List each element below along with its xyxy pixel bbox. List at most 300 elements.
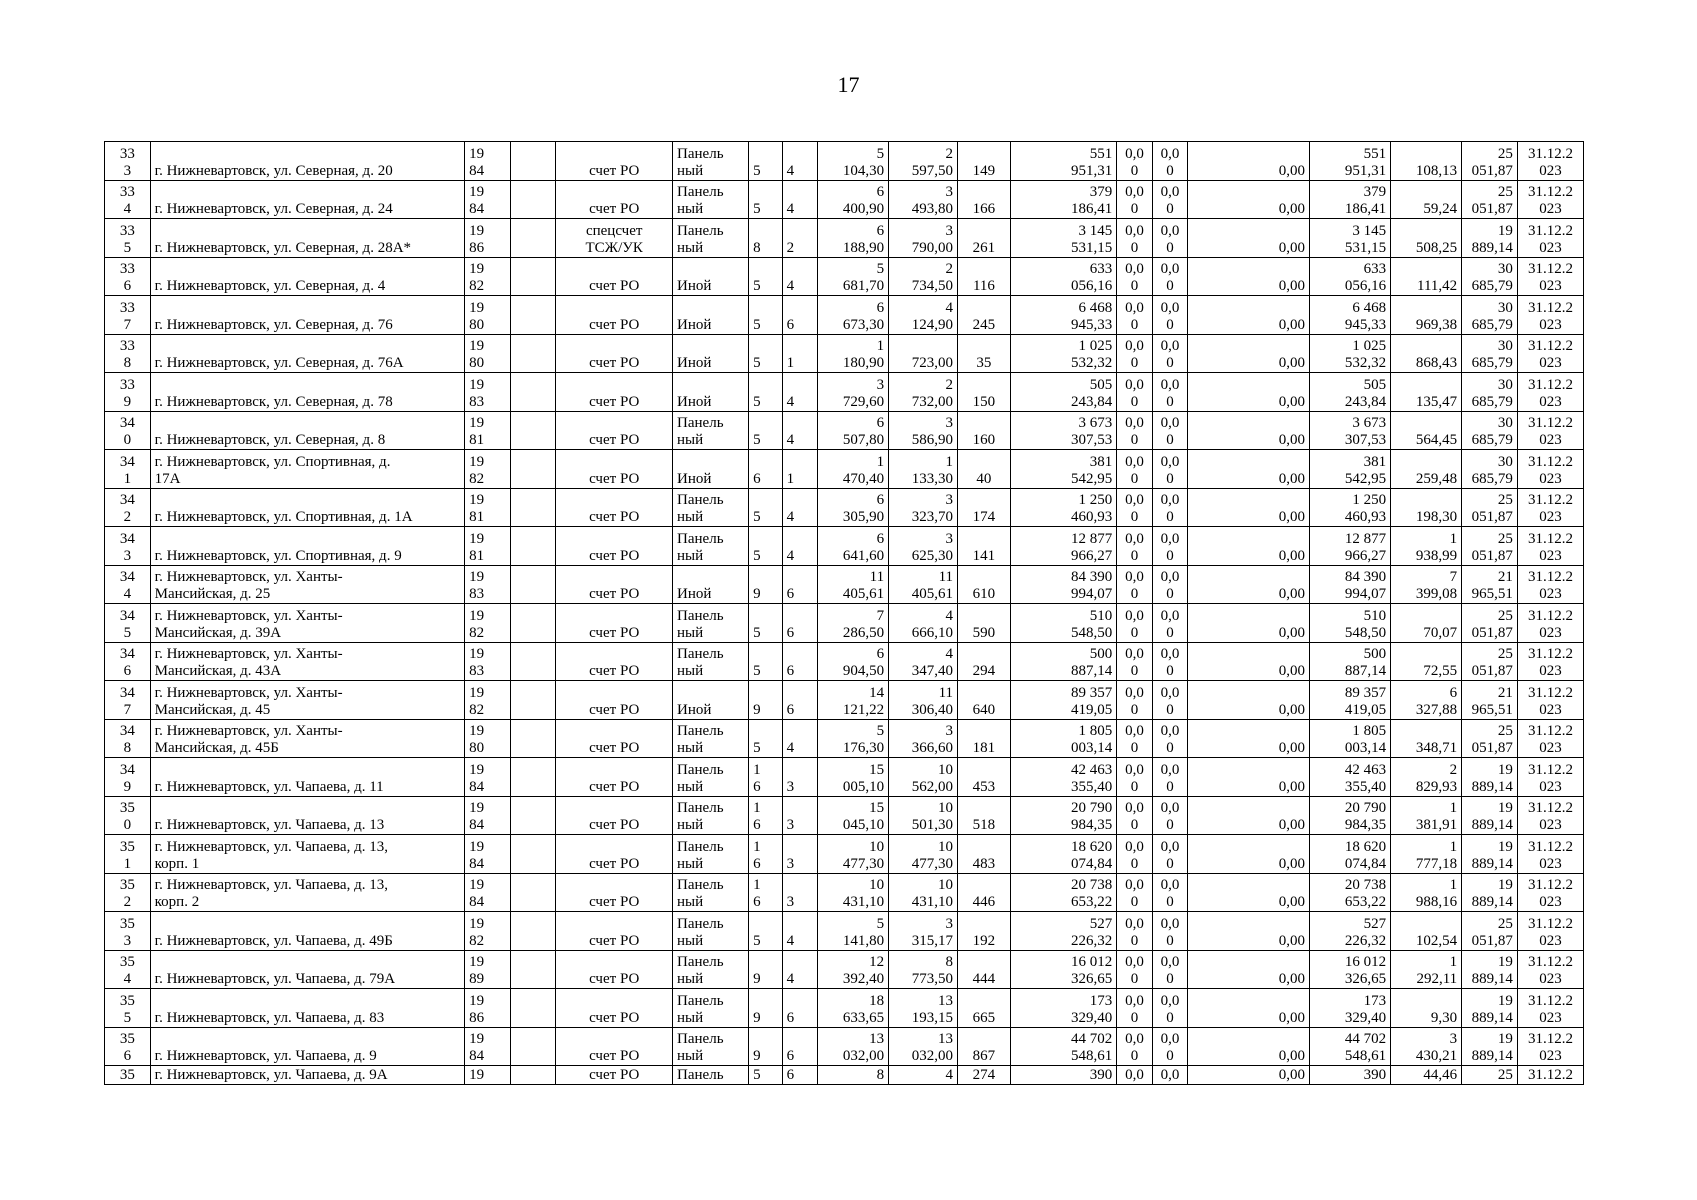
cell-no: 35 6 xyxy=(105,1027,151,1066)
cell-c7: 5 xyxy=(749,912,782,951)
cell-c8: 3 xyxy=(782,835,818,874)
cell-address: г. Нижневартовск, ул. Ханты- Мансийская, д. 45Б xyxy=(150,719,464,758)
cell-c4 xyxy=(510,681,556,720)
cell-c14: 0,0 0 xyxy=(1152,1027,1188,1066)
cell-cost2: 89 357 419,05 xyxy=(1310,681,1391,720)
cell-c4 xyxy=(510,527,556,566)
cell-address: г. Нижневартовск, ул. Чапаева, д. 83 xyxy=(150,989,464,1028)
cell-address: г. Нижневартовск, ул. Северная, д. 76А xyxy=(150,334,464,373)
cell-material: Иной xyxy=(673,450,749,489)
cell-residents: 35 xyxy=(958,334,1011,373)
cell-c18: 21 965,51 xyxy=(1462,681,1518,720)
cell-c18: 25 051,87 xyxy=(1462,642,1518,681)
cell-residents: 160 xyxy=(958,411,1011,450)
cell-c15: 0,00 xyxy=(1188,411,1310,450)
cell-c13: 0,0 0 xyxy=(1117,835,1153,874)
cell-material: Панель ный xyxy=(673,873,749,912)
cell-c15: 0,00 xyxy=(1188,912,1310,951)
cell-area-living: 2 597,50 xyxy=(889,142,958,181)
cell-c15: 0,00 xyxy=(1188,719,1310,758)
cell-c7: 5 xyxy=(749,527,782,566)
cell-date: 31.12.2 023 xyxy=(1517,450,1583,489)
cell-c17: 969,38 xyxy=(1391,296,1462,335)
cell-cost2: 390 xyxy=(1310,1066,1391,1085)
cell-c18: 30 685,79 xyxy=(1462,257,1518,296)
cell-material: Панель ный xyxy=(673,950,749,989)
cell-c4 xyxy=(510,912,556,951)
cell-cost: 390 xyxy=(1010,1066,1117,1085)
cell-date: 31.12.2 023 xyxy=(1517,219,1583,258)
cell-c8: 3 xyxy=(782,873,818,912)
cell-c15: 0,00 xyxy=(1188,257,1310,296)
cell-material: Панель ный xyxy=(673,604,749,643)
cell-area-total: 6 400,90 xyxy=(818,180,889,219)
cell-c18: 19 889,14 xyxy=(1462,796,1518,835)
cell-no: 34 6 xyxy=(105,642,151,681)
cell-c15: 0,00 xyxy=(1188,180,1310,219)
cell-area-living: 3 315,17 xyxy=(889,912,958,951)
cell-no: 34 3 xyxy=(105,527,151,566)
cell-cost2: 20 790 984,35 xyxy=(1310,796,1391,835)
cell-c7: 5 xyxy=(749,411,782,450)
table-row xyxy=(105,873,1584,912)
cell-no: 33 8 xyxy=(105,334,151,373)
cell-c13: 0,0 0 xyxy=(1117,565,1153,604)
cell-no: 33 4 xyxy=(105,180,151,219)
cell-area-living: 10 562,00 xyxy=(889,758,958,797)
cell-area-total: 14 121,22 xyxy=(818,681,889,720)
cell-c7: 6 xyxy=(749,450,782,489)
cell-c8: 4 xyxy=(782,488,818,527)
table-row xyxy=(105,219,1584,258)
cell-year: 19 xyxy=(465,1066,511,1085)
cell-no: 34 8 xyxy=(105,719,151,758)
cell-fund: счет РО xyxy=(556,950,673,989)
cell-date: 31.12.2 023 xyxy=(1517,642,1583,681)
cell-year: 19 84 xyxy=(465,835,511,874)
cell-fund: счет РО xyxy=(556,719,673,758)
cell-c13: 0,0 0 xyxy=(1117,257,1153,296)
cell-address: г. Нижневартовск, ул. Чапаева, д. 11 xyxy=(150,758,464,797)
cell-c15: 0,00 xyxy=(1188,604,1310,643)
cell-date: 31.12.2 023 xyxy=(1517,796,1583,835)
cell-c18: 25 051,87 xyxy=(1462,719,1518,758)
cell-area-total: 15 005,10 xyxy=(818,758,889,797)
cell-c14: 0,0 0 xyxy=(1152,796,1188,835)
table-row xyxy=(105,180,1584,219)
cell-c17: 6 327,88 xyxy=(1391,681,1462,720)
cell-c13: 0,0 0 xyxy=(1117,796,1153,835)
cell-cost2: 3 145 531,15 xyxy=(1310,219,1391,258)
cell-area-total: 6 641,60 xyxy=(818,527,889,566)
cell-cost2: 505 243,84 xyxy=(1310,373,1391,412)
cell-residents: 446 xyxy=(958,873,1011,912)
cell-c18: 19 889,14 xyxy=(1462,1027,1518,1066)
cell-date: 31.12.2 xyxy=(1517,1066,1583,1085)
cell-date: 31.12.2 023 xyxy=(1517,912,1583,951)
cell-area-total: 1 180,90 xyxy=(818,334,889,373)
cell-cost2: 510 548,50 xyxy=(1310,604,1391,643)
cell-c14: 0,0 0 xyxy=(1152,681,1188,720)
cell-c15: 0,00 xyxy=(1188,989,1310,1028)
cell-c4 xyxy=(510,334,556,373)
table-row xyxy=(105,565,1584,604)
cell-year: 19 81 xyxy=(465,488,511,527)
cell-address: г. Нижневартовск, ул. Северная, д. 24 xyxy=(150,180,464,219)
cell-fund: счет РО xyxy=(556,527,673,566)
cell-residents: 867 xyxy=(958,1027,1011,1066)
cell-c18: 19 889,14 xyxy=(1462,873,1518,912)
cell-c7: 9 xyxy=(749,565,782,604)
cell-date: 31.12.2 023 xyxy=(1517,334,1583,373)
cell-fund: спецсчет ТСЖ/УК xyxy=(556,219,673,258)
cell-c13: 0,0 0 xyxy=(1117,142,1153,181)
table-row xyxy=(105,296,1584,335)
cell-c7: 5 xyxy=(749,257,782,296)
cell-material: Иной xyxy=(673,565,749,604)
table-row xyxy=(105,912,1584,951)
cell-no: 35 1 xyxy=(105,835,151,874)
cell-c17: 259,48 xyxy=(1391,450,1462,489)
cell-no: 35 4 xyxy=(105,950,151,989)
cell-cost: 1 250 460,93 xyxy=(1010,488,1117,527)
cell-year: 19 84 xyxy=(465,873,511,912)
cell-c7: 9 xyxy=(749,681,782,720)
cell-no: 34 7 xyxy=(105,681,151,720)
cell-c8: 4 xyxy=(782,257,818,296)
cell-area-total: 5 104,30 xyxy=(818,142,889,181)
cell-residents: 116 xyxy=(958,257,1011,296)
cell-residents: 174 xyxy=(958,488,1011,527)
cell-cost: 16 012 326,65 xyxy=(1010,950,1117,989)
cell-fund: счет РО xyxy=(556,642,673,681)
cell-address: г. Нижневартовск, ул. Северная, д. 4 xyxy=(150,257,464,296)
cell-c14: 0,0 0 xyxy=(1152,565,1188,604)
cell-area-total: 11 405,61 xyxy=(818,565,889,604)
cell-date: 31.12.2 023 xyxy=(1517,411,1583,450)
cell-fund: счет РО xyxy=(556,604,673,643)
cell-c4 xyxy=(510,565,556,604)
cell-address: г. Нижневартовск, ул. Северная, д. 20 xyxy=(150,142,464,181)
cell-area-total: 6 673,30 xyxy=(818,296,889,335)
cell-c7: 5 xyxy=(749,719,782,758)
cell-c4 xyxy=(510,989,556,1028)
cell-date: 31.12.2 023 xyxy=(1517,989,1583,1028)
cell-area-living: 10 501,30 xyxy=(889,796,958,835)
cell-no: 34 9 xyxy=(105,758,151,797)
cell-c18: 19 889,14 xyxy=(1462,758,1518,797)
cell-date: 31.12.2 023 xyxy=(1517,257,1583,296)
cell-c15: 0,00 xyxy=(1188,835,1310,874)
cell-address: г. Нижневартовск, ул. Ханты- Мансийская, д. 25 xyxy=(150,565,464,604)
cell-material: Панель ный xyxy=(673,989,749,1028)
cell-cost: 1 805 003,14 xyxy=(1010,719,1117,758)
cell-residents: 166 xyxy=(958,180,1011,219)
table-row xyxy=(105,642,1584,681)
cell-date: 31.12.2 023 xyxy=(1517,719,1583,758)
cell-address: г. Нижневартовск, ул. Спортивная, д. 9 xyxy=(150,527,464,566)
table-row xyxy=(105,835,1584,874)
cell-c13: 0,0 0 xyxy=(1117,527,1153,566)
cell-area-living: 3 323,70 xyxy=(889,488,958,527)
cell-c17: 44,46 xyxy=(1391,1066,1462,1085)
cell-c18: 25 xyxy=(1462,1066,1518,1085)
cell-material: Панель ный xyxy=(673,719,749,758)
cell-no: 34 5 xyxy=(105,604,151,643)
cell-area-living: 3 366,60 xyxy=(889,719,958,758)
cell-cost2: 42 463 355,40 xyxy=(1310,758,1391,797)
cell-c13: 0,0 0 xyxy=(1117,912,1153,951)
cell-c15: 0,00 xyxy=(1188,681,1310,720)
cell-c13: 0,0 0 xyxy=(1117,989,1153,1028)
cell-c8: 4 xyxy=(782,950,818,989)
cell-c4 xyxy=(510,411,556,450)
cell-cost: 505 243,84 xyxy=(1010,373,1117,412)
cell-c4 xyxy=(510,142,556,181)
cell-residents: 665 xyxy=(958,989,1011,1028)
cell-year: 19 80 xyxy=(465,334,511,373)
cell-c13: 0,0 xyxy=(1117,1066,1153,1085)
cell-fund: счет РО xyxy=(556,758,673,797)
cell-c13: 0,0 0 xyxy=(1117,219,1153,258)
cell-cost2: 18 620 074,84 xyxy=(1310,835,1391,874)
cell-no: 34 1 xyxy=(105,450,151,489)
cell-c18: 25 051,87 xyxy=(1462,604,1518,643)
cell-area-total: 10 477,30 xyxy=(818,835,889,874)
cell-material: Иной xyxy=(673,296,749,335)
cell-residents: 245 xyxy=(958,296,1011,335)
cell-residents: 149 xyxy=(958,142,1011,181)
cell-c8: 4 xyxy=(782,719,818,758)
cell-fund: счет РО xyxy=(556,1066,673,1085)
cell-cost2: 12 877 966,27 xyxy=(1310,527,1391,566)
table-row xyxy=(105,681,1584,720)
cell-c15: 0,00 xyxy=(1188,527,1310,566)
cell-material: Панель ный xyxy=(673,912,749,951)
cell-material: Панель ный xyxy=(673,796,749,835)
table-row xyxy=(105,1027,1584,1066)
cell-year: 19 84 xyxy=(465,180,511,219)
cell-residents: 181 xyxy=(958,719,1011,758)
cell-cost: 551 951,31 xyxy=(1010,142,1117,181)
cell-area-living: 11 306,40 xyxy=(889,681,958,720)
cell-c13: 0,0 0 xyxy=(1117,450,1153,489)
cell-year: 19 82 xyxy=(465,681,511,720)
cell-c17: 1 777,18 xyxy=(1391,835,1462,874)
cell-c7: 1 6 xyxy=(749,873,782,912)
cell-c8: 4 xyxy=(782,527,818,566)
cell-area-living: 1 133,30 xyxy=(889,450,958,489)
cell-material: Панель ный xyxy=(673,142,749,181)
cell-c4 xyxy=(510,1066,556,1085)
cell-fund: счет РО xyxy=(556,835,673,874)
cell-c17: 348,71 xyxy=(1391,719,1462,758)
cell-residents: 192 xyxy=(958,912,1011,951)
cell-c17: 1 381,91 xyxy=(1391,796,1462,835)
cell-area-total: 12 392,40 xyxy=(818,950,889,989)
cell-c8: 6 xyxy=(782,565,818,604)
cell-fund: счет РО xyxy=(556,488,673,527)
cell-area-total: 6 305,90 xyxy=(818,488,889,527)
cell-c18: 19 889,14 xyxy=(1462,950,1518,989)
cell-address: г. Нижневартовск, ул. Чапаева, д. 13, корп. 2 xyxy=(150,873,464,912)
cell-c14: 0,0 0 xyxy=(1152,873,1188,912)
cell-c4 xyxy=(510,950,556,989)
cell-address: г. Нижневартовск, ул. Северная, д. 76 xyxy=(150,296,464,335)
cell-c15: 0,00 xyxy=(1188,373,1310,412)
cell-fund: счет РО xyxy=(556,681,673,720)
cell-no: 35 5 xyxy=(105,989,151,1028)
cell-c8: 3 xyxy=(782,758,818,797)
cell-date: 31.12.2 023 xyxy=(1517,835,1583,874)
cell-c4 xyxy=(510,835,556,874)
table-row xyxy=(105,1066,1584,1085)
cell-cost: 20 790 984,35 xyxy=(1010,796,1117,835)
cell-cost: 6 468 945,33 xyxy=(1010,296,1117,335)
cell-cost2: 6 468 945,33 xyxy=(1310,296,1391,335)
cell-c8: 6 xyxy=(782,604,818,643)
cell-year: 19 80 xyxy=(465,719,511,758)
cell-address: г. Нижневартовск, ул. Чапаева, д. 9А xyxy=(150,1066,464,1085)
cell-c14: 0,0 0 xyxy=(1152,835,1188,874)
cell-c4 xyxy=(510,642,556,681)
cell-date: 31.12.2 023 xyxy=(1517,1027,1583,1066)
cell-area-living: 4 347,40 xyxy=(889,642,958,681)
cell-cost2: 633 056,16 xyxy=(1310,257,1391,296)
cell-cost: 3 673 307,53 xyxy=(1010,411,1117,450)
cell-area-living: 2 732,00 xyxy=(889,373,958,412)
cell-year: 19 83 xyxy=(465,373,511,412)
cell-material: Панель ный xyxy=(673,758,749,797)
cell-residents: 444 xyxy=(958,950,1011,989)
table-row xyxy=(105,411,1584,450)
cell-c8: 4 xyxy=(782,142,818,181)
cell-c18: 25 051,87 xyxy=(1462,527,1518,566)
cell-area-living: 13 193,15 xyxy=(889,989,958,1028)
cell-c18: 25 051,87 xyxy=(1462,488,1518,527)
cell-fund: счет РО xyxy=(556,142,673,181)
cell-c15: 0,00 xyxy=(1188,1066,1310,1085)
cell-year: 19 82 xyxy=(465,912,511,951)
cell-c14: 0,0 0 xyxy=(1152,488,1188,527)
cell-c17: 7 399,08 xyxy=(1391,565,1462,604)
cell-c14: 0,0 0 xyxy=(1152,719,1188,758)
cell-residents: 483 xyxy=(958,835,1011,874)
cell-fund: счет РО xyxy=(556,912,673,951)
table-row xyxy=(105,142,1584,181)
cell-area-living: 3 493,80 xyxy=(889,180,958,219)
cell-c13: 0,0 0 xyxy=(1117,873,1153,912)
cell-material: Панель ный xyxy=(673,1027,749,1066)
cell-cost: 89 357 419,05 xyxy=(1010,681,1117,720)
cell-fund: счет РО xyxy=(556,180,673,219)
cell-c15: 0,00 xyxy=(1188,950,1310,989)
cell-material: Иной xyxy=(673,373,749,412)
cell-material: Панель ный xyxy=(673,180,749,219)
cell-c8: 3 xyxy=(782,796,818,835)
cell-c17: 135,47 xyxy=(1391,373,1462,412)
cell-material: Иной xyxy=(673,681,749,720)
cell-c13: 0,0 0 xyxy=(1117,296,1153,335)
cell-fund: счет РО xyxy=(556,796,673,835)
cell-year: 19 82 xyxy=(465,604,511,643)
cell-c15: 0,00 xyxy=(1188,142,1310,181)
cell-area-living: 3 586,90 xyxy=(889,411,958,450)
cell-area-total: 6 904,50 xyxy=(818,642,889,681)
cell-c15: 0,00 xyxy=(1188,1027,1310,1066)
cell-area-total: 8 xyxy=(818,1066,889,1085)
cell-c15: 0,00 xyxy=(1188,450,1310,489)
cell-date: 31.12.2 023 xyxy=(1517,142,1583,181)
cell-c17: 1 292,11 xyxy=(1391,950,1462,989)
cell-c8: 4 xyxy=(782,912,818,951)
cell-cost2: 379 186,41 xyxy=(1310,180,1391,219)
cell-c18: 25 051,87 xyxy=(1462,180,1518,219)
cell-area-living: 4 xyxy=(889,1066,958,1085)
cell-address: г. Нижневартовск, ул. Чапаева, д. 9 xyxy=(150,1027,464,1066)
cell-address: г. Нижневартовск, ул. Северная, д. 8 xyxy=(150,411,464,450)
cell-c8: 2 xyxy=(782,219,818,258)
cell-c14: 0,0 0 xyxy=(1152,142,1188,181)
cell-c13: 0,0 0 xyxy=(1117,758,1153,797)
cell-c8: 4 xyxy=(782,180,818,219)
cell-c4 xyxy=(510,758,556,797)
cell-c17: 1 988,16 xyxy=(1391,873,1462,912)
cell-no: 33 9 xyxy=(105,373,151,412)
cell-year: 19 84 xyxy=(465,796,511,835)
cell-area-total: 5 176,30 xyxy=(818,719,889,758)
cell-c13: 0,0 0 xyxy=(1117,180,1153,219)
housing-registry-table xyxy=(104,141,1584,1085)
cell-fund: счет РО xyxy=(556,257,673,296)
cell-date: 31.12.2 023 xyxy=(1517,296,1583,335)
cell-c15: 0,00 xyxy=(1188,642,1310,681)
cell-cost2: 173 329,40 xyxy=(1310,989,1391,1028)
cell-material: Иной xyxy=(673,334,749,373)
cell-cost2: 3 673 307,53 xyxy=(1310,411,1391,450)
cell-area-living: 3 790,00 xyxy=(889,219,958,258)
cell-area-living: 2 734,50 xyxy=(889,257,958,296)
cell-c14: 0,0 0 xyxy=(1152,219,1188,258)
cell-c17: 59,24 xyxy=(1391,180,1462,219)
cell-area-living: 13 032,00 xyxy=(889,1027,958,1066)
cell-c7: 8 xyxy=(749,219,782,258)
cell-area-living: 8 773,50 xyxy=(889,950,958,989)
cell-c4 xyxy=(510,296,556,335)
cell-cost: 12 877 966,27 xyxy=(1010,527,1117,566)
cell-date: 31.12.2 023 xyxy=(1517,373,1583,412)
cell-c17: 9,30 xyxy=(1391,989,1462,1028)
cell-year: 19 84 xyxy=(465,1027,511,1066)
cell-c17: 108,13 xyxy=(1391,142,1462,181)
cell-cost: 20 738 653,22 xyxy=(1010,873,1117,912)
cell-c13: 0,0 0 xyxy=(1117,1027,1153,1066)
cell-fund: счет РО xyxy=(556,296,673,335)
cell-c14: 0,0 0 xyxy=(1152,257,1188,296)
cell-area-total: 13 032,00 xyxy=(818,1027,889,1066)
cell-year: 19 83 xyxy=(465,565,511,604)
cell-cost: 173 329,40 xyxy=(1010,989,1117,1028)
cell-c7: 5 xyxy=(749,180,782,219)
cell-date: 31.12.2 023 xyxy=(1517,681,1583,720)
cell-address: г. Нижневартовск, ул. Ханты- Мансийская, д. 39А xyxy=(150,604,464,643)
cell-residents: 40 xyxy=(958,450,1011,489)
cell-fund: счет РО xyxy=(556,565,673,604)
cell-year: 19 86 xyxy=(465,989,511,1028)
cell-c13: 0,0 0 xyxy=(1117,950,1153,989)
cell-c7: 1 6 xyxy=(749,835,782,874)
cell-date: 31.12.2 023 xyxy=(1517,488,1583,527)
